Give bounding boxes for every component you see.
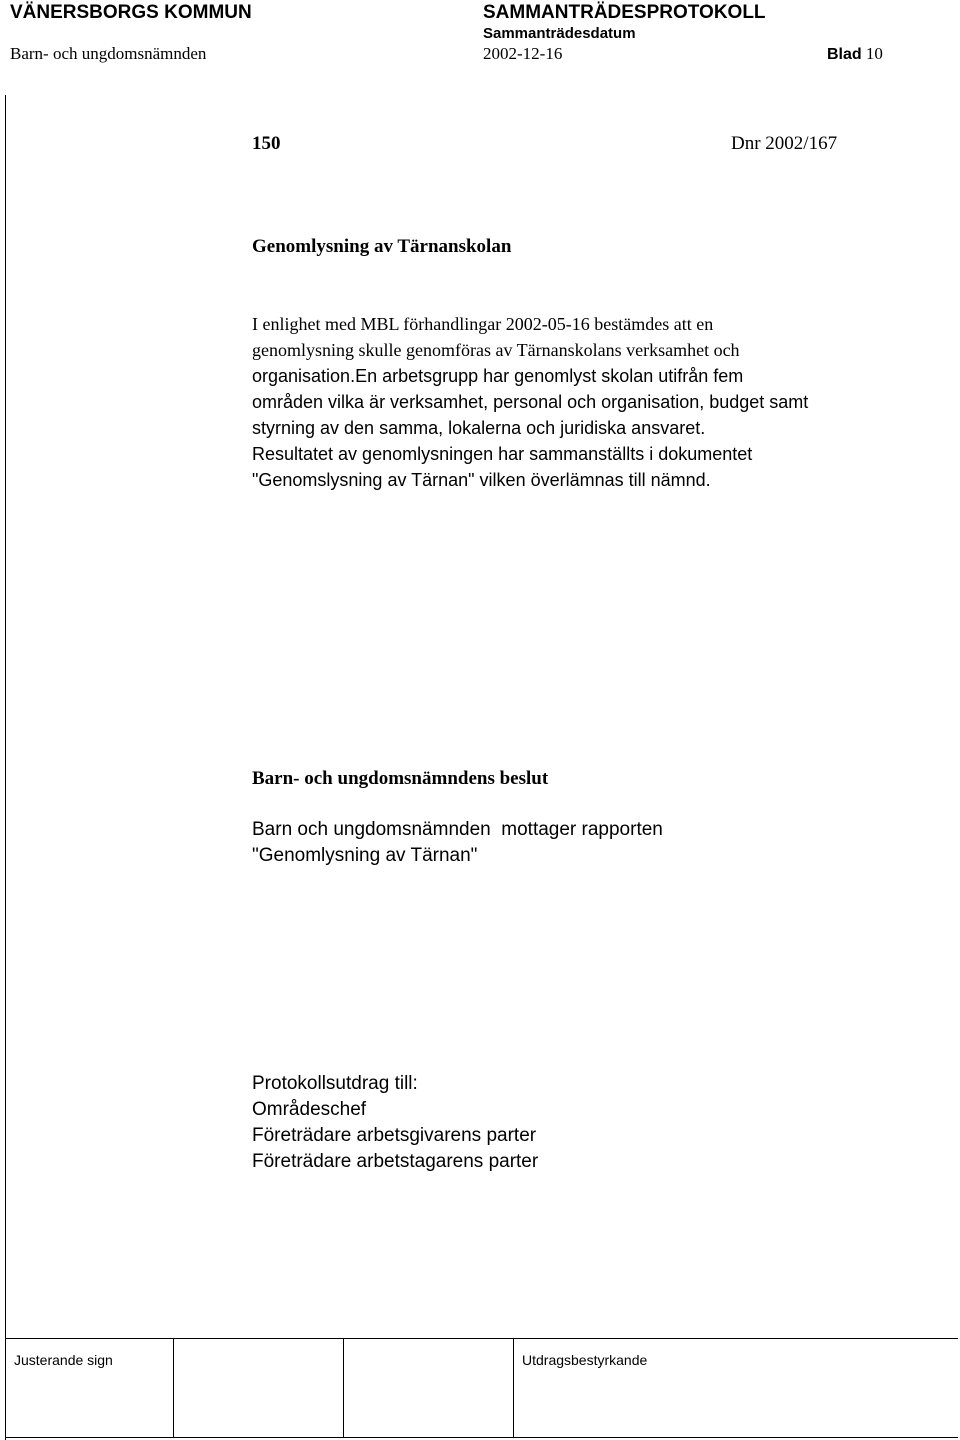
footer-divider xyxy=(513,1338,514,1438)
distribution-recipient: Företrädare arbetstagarens parter xyxy=(252,1151,539,1172)
body-line: styrning av den samma, lokalerna och juridiska ansvaret. xyxy=(252,418,706,438)
page-label: Blad xyxy=(827,46,862,63)
page-indicator xyxy=(827,44,883,64)
footer-bottom-border xyxy=(5,1437,958,1438)
distribution-list xyxy=(252,1071,892,1175)
footer-divider xyxy=(343,1338,344,1438)
body-line: genomlysning skulle genomföras av Tärnanskolans verksamhet och xyxy=(252,340,740,360)
paragraph-number: 150 xyxy=(252,133,281,154)
diary-number: Dnr 2002/167 xyxy=(731,133,838,154)
department-name: Barn- och ungdomsnämnden xyxy=(10,44,207,63)
body-line: I enlighet med MBL förhandlingar 2002-05-16 bestämdes att en xyxy=(252,314,714,334)
page-number: 10 xyxy=(865,44,883,63)
organization-name: VÄNERSBORGS KOMMUN xyxy=(10,2,252,23)
decision-line: "Genomlysning av Tärnan" xyxy=(252,845,478,866)
footer-certify-label: Utdragsbestyrkande xyxy=(522,1352,648,1368)
decision-line: Barn och ungdomsnämnden mottager rapporten xyxy=(252,819,663,840)
body-line: organisation.En arbetsgrupp har genomlyst skolan utifrån fem xyxy=(252,366,744,386)
body-line: Resultatet av genomlysningen har sammanställts i dokumentet xyxy=(252,444,753,464)
body-line: områden vilka är verksamhet, personal och organisation, budget samt xyxy=(252,392,809,412)
item-title: Genomlysning av Tärnanskolan xyxy=(252,236,512,257)
distribution-recipient: Företrädare arbetsgivarens parter xyxy=(252,1125,537,1146)
meeting-date: 2002-12-16 xyxy=(483,44,563,63)
left-margin-line xyxy=(5,95,6,1440)
distribution-heading: Protokollsutdrag till: xyxy=(252,1073,418,1094)
decision-text xyxy=(252,817,892,869)
distribution-recipient: Områdeschef xyxy=(252,1099,367,1120)
date-label: Sammanträdesdatum xyxy=(483,25,636,42)
footer-top-border xyxy=(5,1338,958,1339)
body-line: "Genomslysning av Tärnan" vilken överlämnas till nämnd. xyxy=(252,470,711,490)
footer-divider xyxy=(173,1338,174,1438)
document-type: SAMMANTRÄDESPROTOKOLL xyxy=(483,2,766,23)
body-text xyxy=(252,311,892,493)
footer-sign-label: Justerande sign xyxy=(14,1352,113,1368)
decision-title: Barn- och ungdomsnämndens beslut xyxy=(252,768,549,789)
